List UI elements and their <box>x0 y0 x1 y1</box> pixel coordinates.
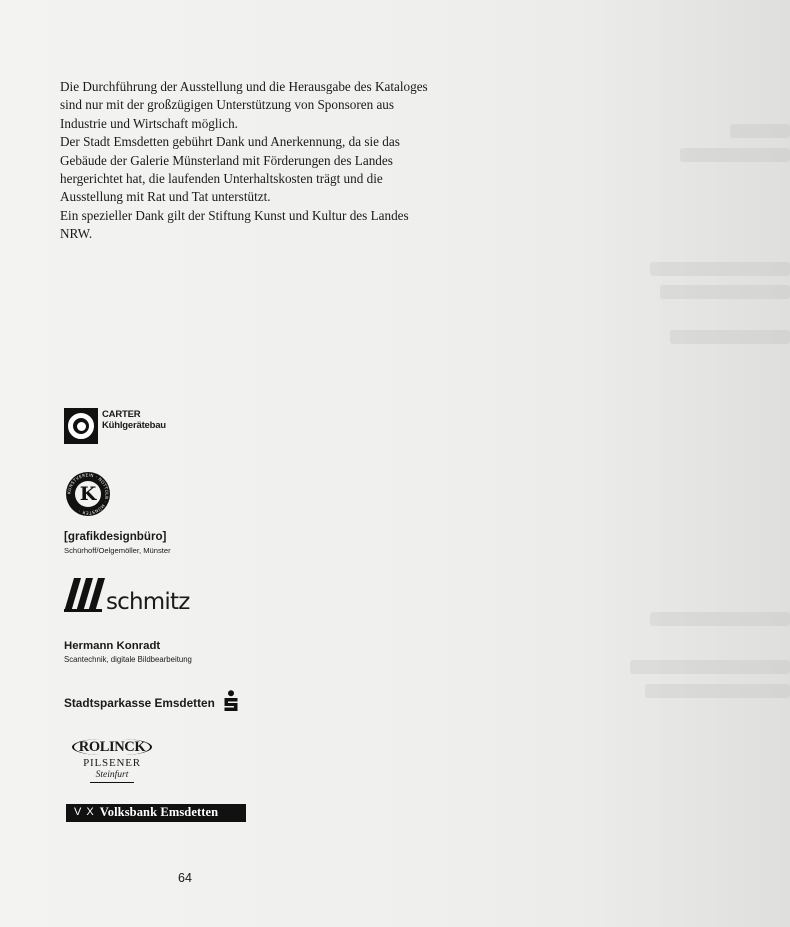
konradt-subtitle: Scantechnik, digitale Bildbearbeitung <box>64 655 192 664</box>
sponsor-carter <box>64 408 166 444</box>
facing-page-bleed-through <box>590 0 790 927</box>
bleed-line <box>650 262 790 276</box>
bleed-line <box>645 684 790 698</box>
rolinck-rule <box>90 782 134 783</box>
bleed-line <box>680 148 790 162</box>
sparkasse-icon <box>223 690 239 712</box>
rolinck-type: PILSENER <box>83 757 141 769</box>
carter-name-line1: CARTER <box>102 409 141 420</box>
bleed-line <box>670 330 790 344</box>
bleed-line <box>650 612 790 626</box>
kunstverein-seal-letter: K <box>75 481 101 507</box>
page-number: 64 <box>178 871 192 885</box>
sponsor-rolinck <box>66 738 158 783</box>
carter-name <box>102 409 166 431</box>
volksbank-name: Volksbank Emsdetten <box>99 805 219 819</box>
carter-logo <box>64 408 98 444</box>
rolinck-signature: Steinfurt <box>95 770 129 780</box>
intro-paragraph: Die Durchführung der Ausstellung und die Herausgabe des Kataloges sind nur mit der großzügigen Unterstützung von Sponsoren aus Industrie und Wirtschaft möglich. <box>60 79 428 131</box>
bleed-line <box>630 660 790 674</box>
carter-name-line2: Kühlgerätebau <box>102 420 166 431</box>
bleed-line <box>660 285 790 299</box>
kunstverein-seal-ring-text: KUNSTVEREIN · NOTTULN · MÜNSTER · <box>66 472 110 516</box>
sparkasse-name: Stadtsparkasse Emsdetten <box>64 696 215 710</box>
grafik-subtitle: Schürhoff/Oelgemöller, Münster <box>64 546 171 555</box>
sponsor-volksbank <box>66 804 246 820</box>
grafik-title: [grafikdesignbüro] <box>64 530 167 543</box>
bleed-line <box>730 124 790 138</box>
sponsor-konradt <box>64 640 192 665</box>
intro-text <box>60 78 440 244</box>
schmitz-stripes-logo <box>64 578 108 614</box>
schmitz-name: schmitz <box>106 589 190 615</box>
kunstverein-seal <box>66 472 110 516</box>
intro-paragraph: Ein spezieller Dank gilt der Stiftung Kunst und Kultur des Landes NRW. <box>60 207 409 242</box>
sponsor-grafikdesignbuero <box>64 530 171 556</box>
rolinck-brand: ROLINCK <box>72 739 153 755</box>
volksbank-logo-icon: V X <box>74 806 95 818</box>
carter-logo-dot <box>77 422 86 431</box>
intro-paragraph: Der Stadt Emsdetten gebührt Dank und Anerkennung, da sie das Gebäude der Galerie Münsterland mit Förderungen des Landes hergerichtet hat, die laufenden Unterhaltskosten trägt und die Ausstellung mit Rat und Tat unterstützt. <box>60 134 400 205</box>
konradt-title: Hermann Konradt <box>64 640 161 652</box>
sponsor-schmitz <box>64 578 190 614</box>
sponsor-sparkasse <box>64 690 239 712</box>
